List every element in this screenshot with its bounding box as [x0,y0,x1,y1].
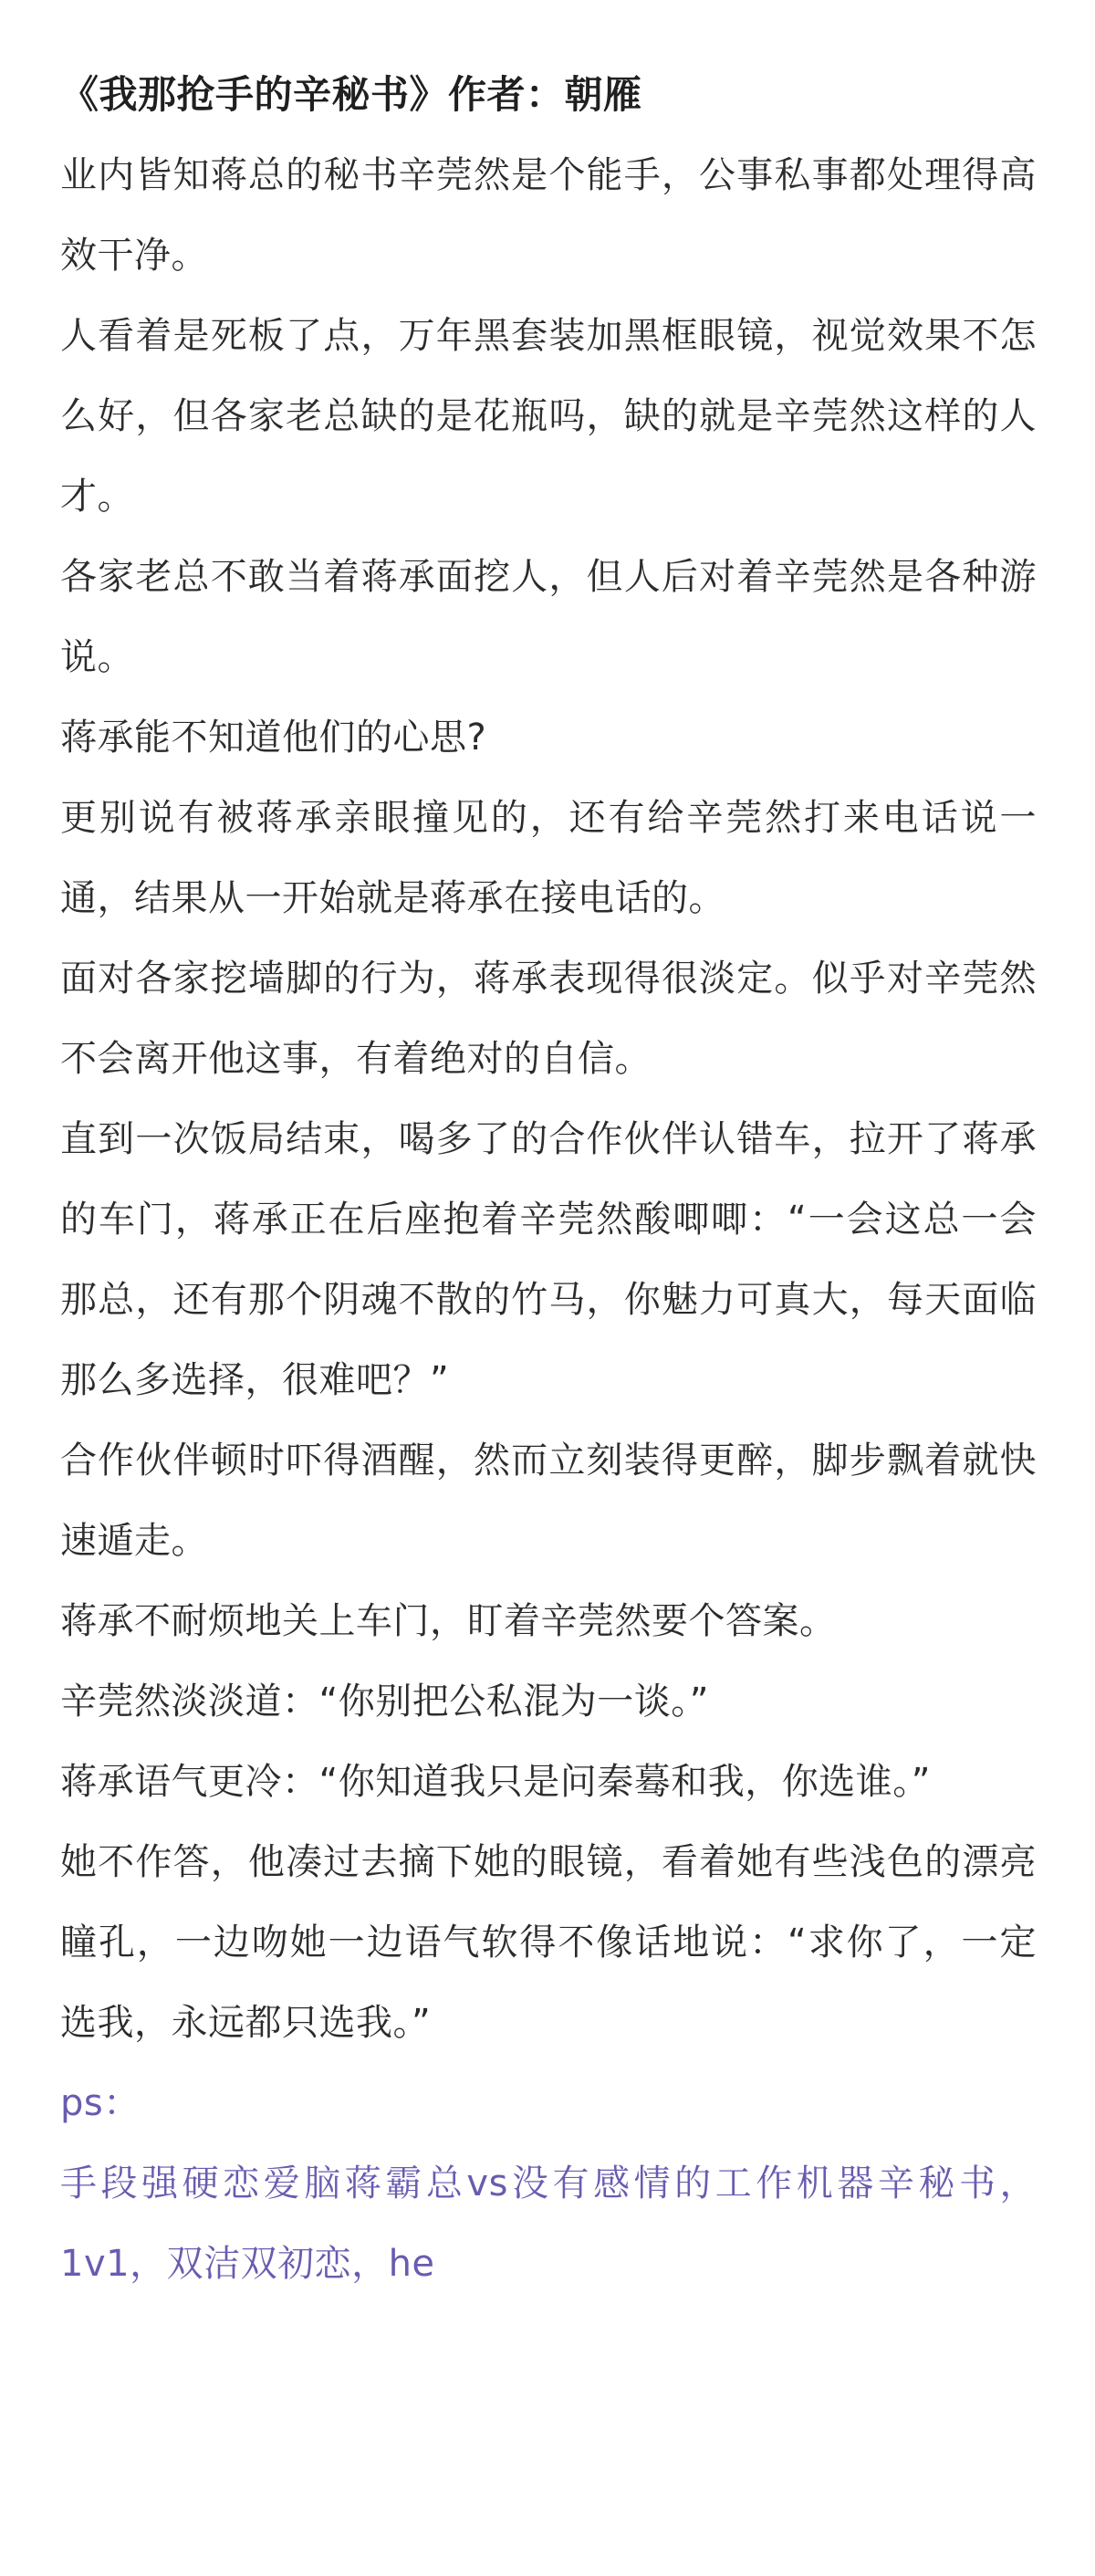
paragraph: 辛莞然淡淡道：“你别把公私混为一谈。” [60,1681,709,1723]
paragraph: 业内皆知蒋总的秘书辛莞然是个能手，公事私事都处理得高效干净。 [60,154,1037,277]
paragraph: 更别说有被蒋承亲眼撞见的，还有给辛莞然打来电话说一通，结果从一开始就是蒋承在接电话的。 [60,797,1037,919]
paragraph: 她不作答，他凑过去摘下她的眼镜，看着她有些浅色的漂亮瞳孔，一边吻她一边语气软得不像话地说：“求你了，一定选我，永远都只选我。” [60,1841,1037,2044]
article-title: 《我那抢手的辛秘书》作者：朝雁 [60,72,642,117]
paragraph: 人看着是死板了点，万年黑套装加黑框眼镜，视觉效果不怎么好，但各家老总缺的是花瓶吗，缺的就是辛莞然这样的人才。 [60,315,1037,518]
paragraph: 合作伙伴顿时吓得酒醒，然而立刻装得更醉，脚步飘着就快速遁走。 [60,1440,1037,1562]
paragraph: 直到一次饭局结束，喝多了的合作伙伴认错车，拉开了蒋承的车门，蒋承正在后座抱着辛莞然酸唧唧：“一会这总一会那总，还有那个阴魂不散的竹马，你魅力可真大，每天面临那么多选择，很难吧？” [60,1118,1037,1401]
paragraph: 蒋承语气更冷：“你知道我只是问秦蓦和我，你选谁。” [60,1761,931,1803]
ps-label: ps： [60,2082,141,2124]
ps-text: 手段强硬恋爱脑蒋霸总vs没有感情的工作机器辛秘书，1v1，双洁双初恋，he [60,2162,1037,2285]
article [60,55,1037,2304]
paragraph: 面对各家挖墙脚的行为，蒋承表现得很淡定。似乎对辛莞然不会离开他这事，有着绝对的自信。 [60,958,1037,1080]
paragraph: 蒋承不耐烦地关上车门，盯着辛莞然要个答案。 [60,1600,837,1642]
paragraph: 蒋承能不知道他们的心思? [60,717,487,759]
paragraph: 各家老总不敢当着蒋承面挖人，但人后对着辛莞然是各种游说。 [60,556,1037,678]
